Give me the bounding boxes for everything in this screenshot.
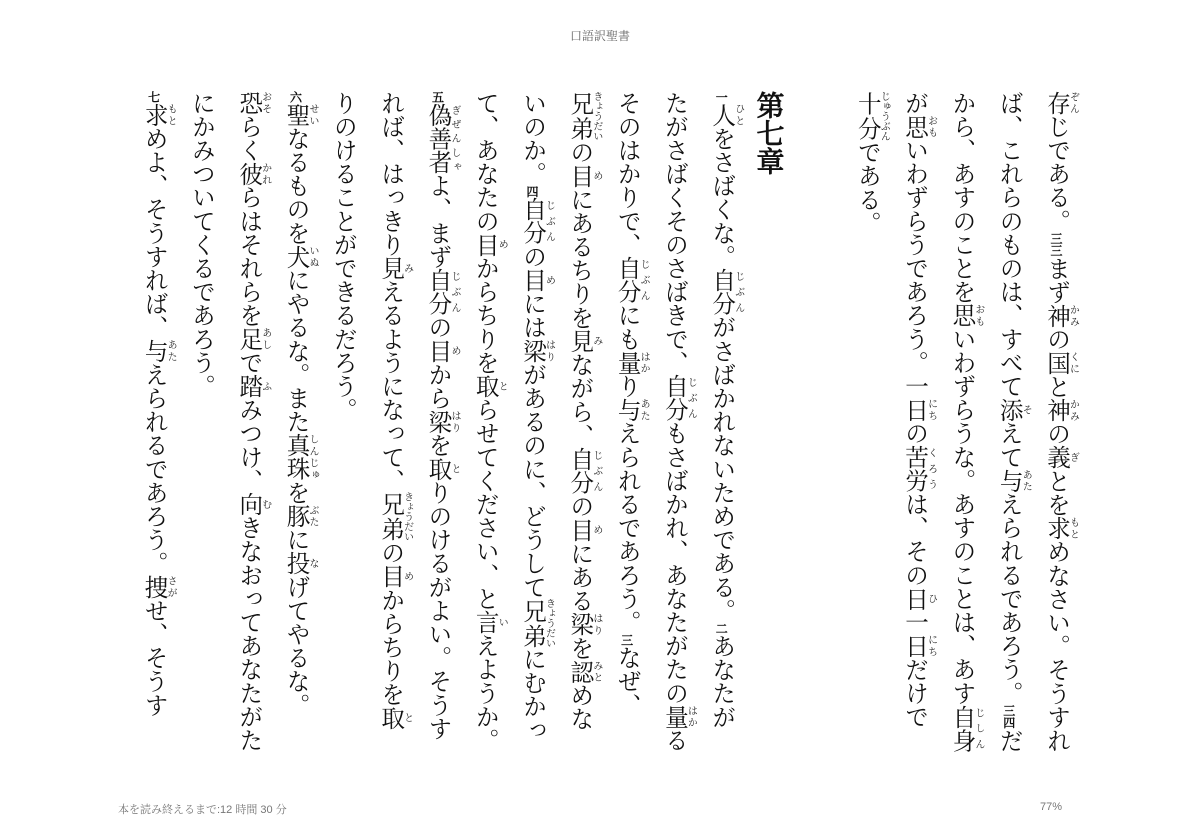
ruby-reading: み (401, 256, 413, 280)
ruby-base: 梁 (424, 409, 451, 434)
ruby-base: 梁 (519, 339, 546, 363)
text-run: から、あすのことを (948, 91, 975, 304)
ruby-reading: はか (685, 704, 697, 729)
ruby-reading: あし (259, 327, 271, 351)
ruby-word (613, 397, 650, 422)
ruby-word (282, 433, 319, 481)
ruby-base: 神 (1043, 303, 1069, 328)
ruby-base: 兄弟 (377, 491, 404, 542)
ruby-reading: ひ (925, 586, 937, 611)
ruby-reading: あた (1020, 468, 1032, 493)
ruby-base: 神 (1043, 398, 1069, 422)
ruby-word (566, 447, 602, 495)
text-run: えられるであろう。 (140, 362, 167, 576)
ruby-base: 兄弟 (566, 91, 593, 141)
ruby-word (235, 374, 271, 398)
text-run: から (424, 362, 451, 410)
ruby-word (1043, 351, 1079, 375)
text-run: て、あなたの (471, 91, 498, 233)
text-run: たがさばくそのさばきで、 (660, 91, 687, 375)
verse-number: 一 (714, 91, 729, 103)
text-run: せ、そうす (140, 598, 167, 717)
ruby-base: 取 (377, 706, 404, 730)
ruby-word (424, 457, 460, 481)
ruby-word (377, 564, 413, 589)
ruby-base: 自分 (660, 374, 687, 422)
ruby-word (377, 256, 413, 280)
ruby-reading: む (259, 492, 271, 516)
ruby-word (140, 103, 177, 127)
ruby-base: 投 (282, 551, 309, 576)
ruby-word (995, 468, 1032, 493)
ruby-base: 目 (566, 517, 593, 542)
ruby-reading: みと (590, 659, 602, 684)
ruby-word (140, 339, 177, 363)
text-column (460, 91, 507, 751)
section-gap (792, 91, 843, 751)
chapter-title: 第七章 (752, 91, 784, 175)
ruby-reading: いぬ (307, 244, 319, 269)
ruby-reading: かれ (259, 161, 271, 186)
text-run: の (519, 244, 546, 269)
ruby-word (424, 103, 460, 174)
ruby-base: 兄弟 (519, 597, 546, 648)
text-run: が (901, 91, 928, 115)
text-run: りのけるがよい。そうす (424, 480, 451, 741)
ruby-reading: ひと (732, 103, 744, 127)
text-column (650, 91, 697, 751)
ruby-base: 彼 (235, 161, 262, 186)
ruby-base: 国 (1043, 351, 1069, 375)
text-run: ながら、 (566, 352, 593, 448)
ruby-word (235, 91, 271, 115)
text-run: の (377, 540, 404, 565)
ruby-word (519, 197, 555, 245)
text-run: からちりを (471, 256, 498, 375)
ruby-base: 豚 (282, 504, 309, 528)
text-run: からちりを (377, 588, 404, 707)
text-run: の (901, 421, 928, 446)
ruby-word (519, 268, 555, 292)
ruby-base: 見 (377, 256, 404, 280)
text-run: だけで (901, 657, 928, 729)
ruby-reading: はり (590, 612, 602, 636)
text-run: もさばかれ、あなたがたの (660, 421, 687, 705)
ruby-base: 十分 (853, 91, 880, 141)
text-run: あなたが (708, 634, 735, 729)
ruby-base: 求 (140, 103, 167, 127)
ruby-word (1043, 91, 1079, 115)
ruby-reading: はり (543, 339, 555, 363)
ruby-reading: もと (165, 103, 177, 127)
ruby-word (566, 612, 602, 636)
ruby-word (566, 163, 602, 188)
ruby-reading: じぶん (448, 268, 460, 316)
ruby-word (519, 597, 555, 648)
text-run: だ (995, 728, 1022, 753)
text-run: は、その (901, 492, 928, 587)
text-column (697, 91, 744, 751)
verse-number: 二 (714, 622, 729, 635)
text-column (271, 91, 318, 751)
ruby-word (235, 327, 271, 351)
ruby-reading: め (590, 163, 602, 188)
ruby-base: 目 (519, 268, 546, 292)
ruby-reading: きょうだい (543, 597, 555, 648)
ruby-reading: くろう (925, 445, 937, 493)
ruby-word (613, 350, 650, 375)
ruby-reading: あた (638, 397, 650, 422)
ruby-word (708, 103, 744, 127)
text-run: げてやるな。 (282, 575, 309, 717)
ruby-word (613, 256, 650, 304)
text-run: いわずらうな。あすのことは、あす (948, 327, 975, 705)
ruby-base: 足 (235, 327, 262, 351)
ruby-word (901, 397, 937, 422)
text-run: があるのに、どうして (519, 362, 546, 599)
ruby-word (235, 492, 271, 516)
ruby-reading: くに (1067, 351, 1079, 375)
text-column (177, 91, 224, 751)
text-run: にかみついてくるであろう。 (187, 91, 214, 398)
ruby-reading: じゅうぶん (878, 91, 890, 141)
ruby-reading: め (448, 339, 460, 363)
ruby-word (282, 551, 319, 576)
ruby-reading: め (401, 564, 413, 589)
ruby-base: 偽善者 (424, 103, 451, 174)
ruby-word (901, 586, 937, 611)
ruby-reading: ぶた (307, 504, 319, 528)
ruby-reading: じぶん (638, 256, 650, 304)
ruby-reading: ぎぜんしゃ (448, 103, 460, 174)
ruby-reading: じぶん (732, 268, 744, 316)
ruby-word (1043, 516, 1079, 540)
ruby-word (566, 329, 602, 353)
ruby-word (901, 445, 937, 493)
ruby-base: 踏 (235, 374, 262, 398)
ruby-reading: ぞん (1067, 91, 1079, 115)
ruby-word (424, 268, 460, 316)
ruby-reading: ぎ (1067, 445, 1079, 470)
ruby-word (377, 706, 413, 730)
text-run: えて (995, 421, 1022, 469)
ruby-reading: ふ (259, 374, 271, 398)
text-column (555, 91, 602, 751)
text-column (843, 91, 890, 751)
text-run: る (660, 728, 687, 752)
text-column (1032, 91, 1079, 751)
ruby-reading: しんじゅ (307, 433, 319, 481)
ruby-base: 求 (1043, 516, 1069, 540)
ruby-base: 目 (566, 163, 593, 188)
text-column (984, 91, 1031, 751)
ruby-word (708, 268, 744, 316)
text-run: えるようになって、 (377, 279, 404, 493)
ruby-word (948, 704, 984, 752)
ruby-base: 思 (901, 114, 928, 139)
ruby-word (140, 575, 177, 599)
text-column (413, 91, 460, 751)
ruby-reading: め (496, 232, 508, 257)
ruby-base: 真珠 (282, 433, 309, 481)
verse-number: 七 (146, 91, 161, 103)
ruby-base: 言 (471, 610, 498, 634)
text-run: である。 (853, 140, 880, 235)
ruby-base: 自身 (948, 704, 975, 752)
text-run: めなさい。そうすれ (1043, 539, 1069, 753)
ruby-base: 量 (660, 704, 687, 729)
text-column (224, 91, 271, 751)
ruby-reading: な (307, 551, 319, 576)
ruby-reading: おも (972, 303, 984, 327)
ruby-word (901, 633, 937, 658)
text-run: を (282, 480, 309, 505)
ruby-base: 目 (424, 339, 451, 363)
text-run: には (519, 291, 546, 340)
ruby-reading: じぶん (543, 197, 555, 245)
text-run: みつけ、 (235, 397, 262, 493)
text-run: に (282, 527, 309, 552)
ruby-base: 自分 (708, 268, 735, 316)
verse-number: 三四 (1001, 704, 1016, 729)
verse-number: 五 (430, 91, 445, 103)
ruby-base: 取 (424, 457, 451, 481)
ruby-base: 自分 (613, 256, 640, 304)
ruby-word (566, 517, 602, 542)
ruby-reading: きょうだい (590, 91, 602, 141)
text-run: いのか。 (519, 91, 546, 186)
ruby-base: 聖 (282, 103, 309, 127)
ruby-reading: はか (638, 350, 650, 375)
text-run: がさばかれないためである。 (708, 315, 735, 623)
ruby-word (1043, 398, 1079, 422)
ruby-word (566, 659, 602, 684)
ruby-word (471, 374, 508, 398)
text-run: にある (566, 541, 593, 613)
ruby-word (853, 91, 890, 141)
text-column (602, 91, 649, 751)
text-run: をさばくな。 (708, 126, 735, 269)
verse-number: 四 (525, 185, 540, 198)
ruby-word (1043, 303, 1079, 328)
ruby-base: 与 (140, 339, 167, 363)
ruby-word (282, 504, 319, 528)
text-run: なぜ、 (613, 645, 640, 717)
text-run: めよ、そうすれば、 (140, 126, 167, 340)
text-run: とを (1043, 469, 1069, 517)
ruby-base: 思 (948, 303, 975, 328)
ruby-word (377, 491, 413, 542)
ruby-word (660, 374, 697, 422)
ruby-base: 犬 (282, 244, 309, 269)
ruby-word (471, 232, 508, 257)
text-run: れば、はっきり (377, 91, 404, 257)
text-run: りのけることができるだろう。 (329, 91, 356, 422)
text-run: を (424, 433, 451, 458)
text-run: の (1043, 327, 1069, 352)
ruby-reading: もと (1067, 516, 1079, 540)
ruby-base: 日 (901, 633, 928, 658)
ruby-reading: かみ (1067, 303, 1079, 328)
ruby-base: 梁 (566, 612, 593, 636)
ruby-base: 苦労 (901, 445, 928, 493)
ruby-reading: じしん (972, 704, 984, 752)
text-run: にむかっ (519, 647, 546, 742)
text-run: えられるであろう。 (995, 492, 1022, 705)
ruby-base: 目 (377, 564, 404, 589)
ruby-base: 日 (901, 397, 928, 422)
ruby-reading: と (401, 706, 413, 730)
text-column (937, 91, 984, 751)
text-run: そのはかりで、 (613, 91, 640, 257)
ruby-word (948, 303, 984, 328)
ruby-reading: はり (448, 409, 460, 434)
ruby-word (424, 409, 460, 434)
ruby-reading: じぶん (685, 374, 697, 422)
verse-number: 三 (619, 633, 634, 646)
text-run: 一 (901, 610, 928, 634)
ruby-reading: め (543, 268, 555, 292)
ruby-word (566, 91, 602, 141)
ruby-base: 存 (1043, 91, 1069, 115)
text-run: の (1043, 421, 1069, 446)
ruby-base: 認 (566, 659, 593, 684)
text-run: にあるちりを (566, 187, 593, 330)
ruby-reading: み (590, 329, 602, 353)
text-run: じである。 (1043, 114, 1069, 233)
ruby-base: 向 (235, 492, 262, 516)
ruby-reading: おも (925, 114, 937, 139)
ruby-reading: あた (165, 339, 177, 363)
ruby-word (282, 103, 319, 127)
ruby-reading: にち (925, 633, 937, 658)
text-run: り (613, 374, 640, 398)
text-column (508, 91, 555, 751)
text-run: えられるであろう。 (613, 421, 640, 634)
ruby-word (995, 397, 1032, 422)
ruby-reading: さが (165, 575, 177, 599)
text-run: の (566, 140, 593, 164)
ruby-reading: と (448, 457, 460, 481)
reading-progress: 77% (1039, 801, 1062, 813)
ruby-word (282, 244, 319, 269)
page-text[interactable] (129, 91, 1079, 751)
text-column (890, 91, 937, 751)
text-run: らく (235, 114, 262, 162)
ruby-base: 自分 (566, 447, 593, 495)
text-column (366, 91, 413, 751)
text-run: なるものを (282, 126, 309, 245)
ruby-reading: と (496, 374, 508, 398)
ruby-reading: め (590, 517, 602, 542)
text-run: めな (566, 683, 593, 731)
ruby-reading: そ (1020, 397, 1032, 422)
text-run: よ、まず (424, 173, 451, 269)
text-run: で (235, 350, 262, 375)
ruby-base: 目 (471, 232, 498, 257)
ruby-base: 自分 (424, 268, 451, 316)
text-run: ば、これらのものは、すべて (995, 91, 1022, 398)
text-run: まず (1043, 256, 1069, 304)
time-remaining: 本を読み終えるまで:12 時間 30 分 (118, 804, 287, 816)
text-run: らはそれらを (235, 185, 262, 328)
ruby-base: 日 (901, 586, 928, 611)
text-run: と (1043, 374, 1069, 399)
ruby-base: 人 (708, 103, 735, 127)
ruby-reading: せい (307, 103, 319, 127)
text-run: の (566, 494, 593, 518)
ruby-reading: かみ (1067, 398, 1079, 422)
ruby-reading: い (496, 610, 508, 634)
text-run: を (566, 635, 593, 660)
text-run: いわずらうであろう。一 (901, 138, 928, 398)
ruby-reading: じぶん (590, 447, 602, 495)
ruby-word (471, 610, 508, 634)
text-run: らせてください、と (471, 397, 498, 611)
ruby-word (424, 339, 460, 363)
text-run: にやるな。また (282, 268, 309, 434)
text-column (129, 91, 176, 751)
ruby-base: 自分 (519, 197, 546, 245)
ruby-base: 恐 (235, 91, 262, 115)
ruby-base: 添 (995, 397, 1022, 422)
ruby-reading: きょうだい (401, 491, 413, 542)
ruby-reading: おそ (259, 91, 271, 115)
ruby-word (519, 339, 555, 363)
ruby-reading: にち (925, 397, 937, 422)
book-title: 口語訳聖書 (569, 29, 630, 43)
ruby-base: 義 (1043, 445, 1069, 470)
ruby-base: 見 (566, 329, 593, 353)
ruby-word (235, 161, 271, 186)
ruby-word (901, 114, 937, 139)
verse-number: 六 (288, 91, 303, 103)
text-run: きなおってあなたがた (235, 515, 262, 752)
verse-number: 三三 (1049, 232, 1063, 257)
text-run: にも (613, 303, 640, 351)
text-column (319, 91, 366, 751)
text-run: えようか。 (471, 633, 498, 752)
ruby-base: 量 (613, 350, 640, 375)
ruby-base: 捜 (140, 575, 167, 599)
text-run: の (424, 315, 451, 340)
ruby-base: 与 (995, 468, 1022, 493)
ruby-word (1043, 445, 1079, 470)
ruby-base: 取 (471, 374, 498, 398)
ruby-base: 与 (613, 397, 640, 422)
ruby-word (660, 704, 697, 729)
